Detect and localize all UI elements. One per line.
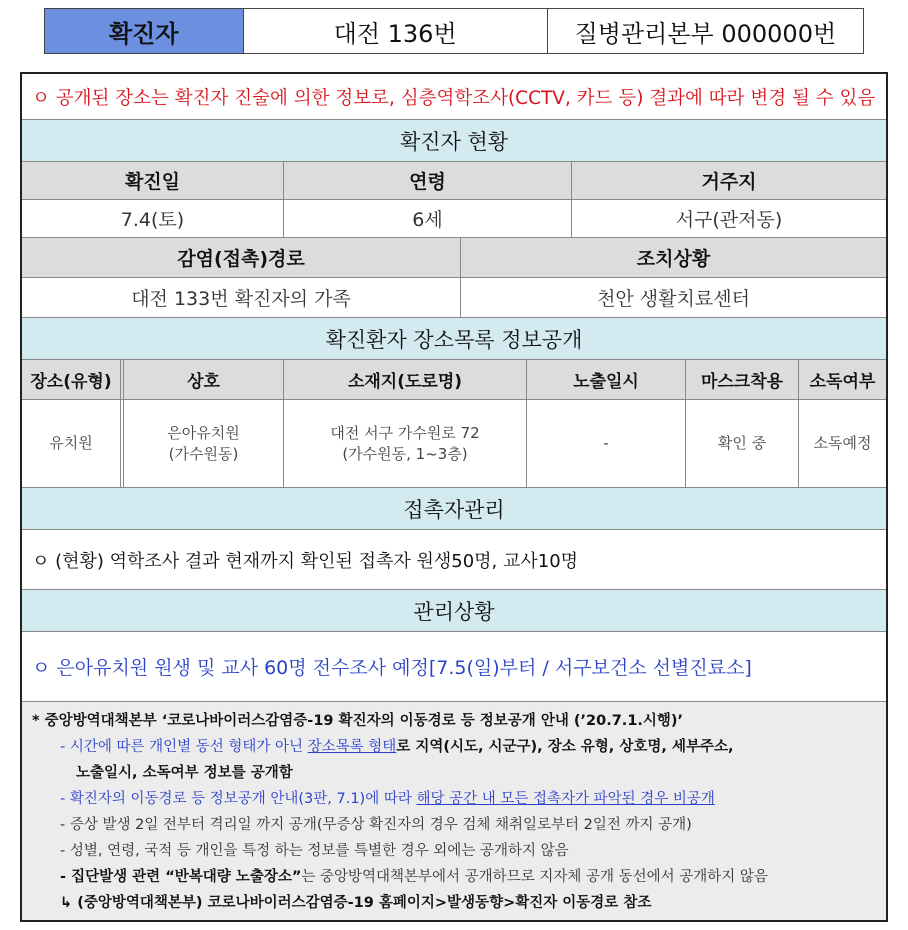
table-row <box>22 400 886 488</box>
exposure-time: - <box>527 400 686 487</box>
footnote-l4a: - 확진자의 이동경로 등 정보공개 안내(3판, 7.1)에 따라 <box>60 791 417 807</box>
status-value-row <box>22 200 886 238</box>
status-section-title: 확진자 현황 <box>22 120 886 162</box>
footnote <box>22 702 886 920</box>
contacts-section-title: 접촉자관리 <box>22 488 886 530</box>
footnote-title: * 중앙방역대책본부 ‘코로나바이러스감염증-19 확진자의 이동경로 등 정보공개 안내 (’20.7.1.시행)’ <box>32 713 684 729</box>
header-disinfection: 소독여부 <box>799 360 886 399</box>
header-address: 소재지(도로명) <box>284 360 527 399</box>
business-name-line1: 은아유치원 <box>167 424 240 443</box>
case-header <box>44 8 864 54</box>
address-line2: (가수원동, 1~3층) <box>342 444 468 463</box>
address-line1: 대전 서구 가수원로 72 <box>330 424 480 443</box>
footnote-line-6: - 성별, 연령, 국적 등 개인을 특정 하는 정보를 특별한 경우 외에는 공개하지 않음 <box>60 843 569 859</box>
route-header-row <box>22 238 886 278</box>
footnote-l4b: 해당 공간 내 모든 접촉자가 파악된 경우 비공개 <box>416 791 715 807</box>
header-business-name: 상호 <box>124 360 284 399</box>
footnote-line-2 <box>32 734 876 760</box>
header-age: 연령 <box>284 162 572 199</box>
case-number: 대전 136번 <box>244 9 548 53</box>
status-header-row <box>22 162 886 200</box>
mask-status: 확인 중 <box>686 400 799 487</box>
infection-route: 대전 133번 확진자의 가족 <box>22 278 461 317</box>
places-section-title: 확진환자 장소목록 정보공개 <box>22 318 886 360</box>
case-report-table <box>20 72 888 922</box>
kdca-number: 질병관리본부 000000번 <box>574 19 837 48</box>
disclosure-notice: ㅇ 공개된 장소는 확진자 진술에 의한 정보로, 심층역학조사(CCTV, 카드 등) 결과에 따라 변경 될 수 있음 <box>22 74 886 120</box>
age: 6세 <box>284 200 572 237</box>
footnote-l7b: 는 중앙방역대책본부에서 공개하므로 지자체 공개 동선에서 공개하지 않음 <box>301 869 768 885</box>
footnote-line-4 <box>32 786 876 812</box>
footnote-line-8: ↳ (중앙방역대책본부) 코로나바이러스감염증-19 홈페이지>발생동향>확진자 이동경로 참조 <box>60 895 652 911</box>
management-text: ㅇ 은아유치원 원생 및 교사 60명 전수조사 예정[7.5(일)부터 / 서구보건소 선별진료소] <box>22 632 886 702</box>
route-value-row <box>22 278 886 318</box>
header-residence: 거주지 <box>572 162 886 199</box>
action-status: 천안 생활치료센터 <box>597 288 750 310</box>
footnote-line-7 <box>32 864 876 890</box>
footnote-line-5: - 증상 발생 2일 전부터 격리일 까지 공개(무증상 확진자의 경우 검체 채취일로부터 2일전 까지 공개) <box>60 817 692 833</box>
header-confirmed-date: 확진일 <box>22 162 284 199</box>
case-label: 확진자 <box>45 9 244 53</box>
footnote-l2c: 로 지역(시도, 시군구), 장소 유형, 상호명, 세부주소, <box>396 739 734 755</box>
business-name-line2: (가수원동) <box>168 444 239 463</box>
header-infection-route: 감염(접촉)경로 <box>22 238 461 277</box>
header-mask: 마스크착용 <box>686 360 799 399</box>
place-type: 유치원 <box>22 400 124 487</box>
disinfection-status: 소독예정 <box>813 434 872 453</box>
header-exposure-time: 노출일시 <box>527 360 686 399</box>
confirmed-date: 7.4(토) <box>22 200 284 237</box>
contacts-text: ㅇ (현황) 역학조사 결과 현재까지 확인된 접촉자 원생50명, 교사10명 <box>22 530 886 590</box>
management-section-title: 관리상황 <box>22 590 886 632</box>
address <box>284 400 527 487</box>
footnote-l2b: 장소목록 형태 <box>307 739 397 755</box>
header-place-type: 장소(유형) <box>22 360 124 399</box>
footnote-line-3: 노출일시, 소독여부 정보를 공개함 <box>76 765 293 781</box>
business-name <box>124 400 284 487</box>
header-action: 조치상황 <box>461 238 886 277</box>
residence: 서구(관저동) <box>675 209 783 231</box>
footnote-l7a: - 집단발생 관련 “반복대량 노출장소” <box>60 869 302 885</box>
places-header-row <box>22 360 886 400</box>
footnote-l2a: - 시간에 따른 개인별 동선 형태가 아닌 <box>60 739 308 755</box>
